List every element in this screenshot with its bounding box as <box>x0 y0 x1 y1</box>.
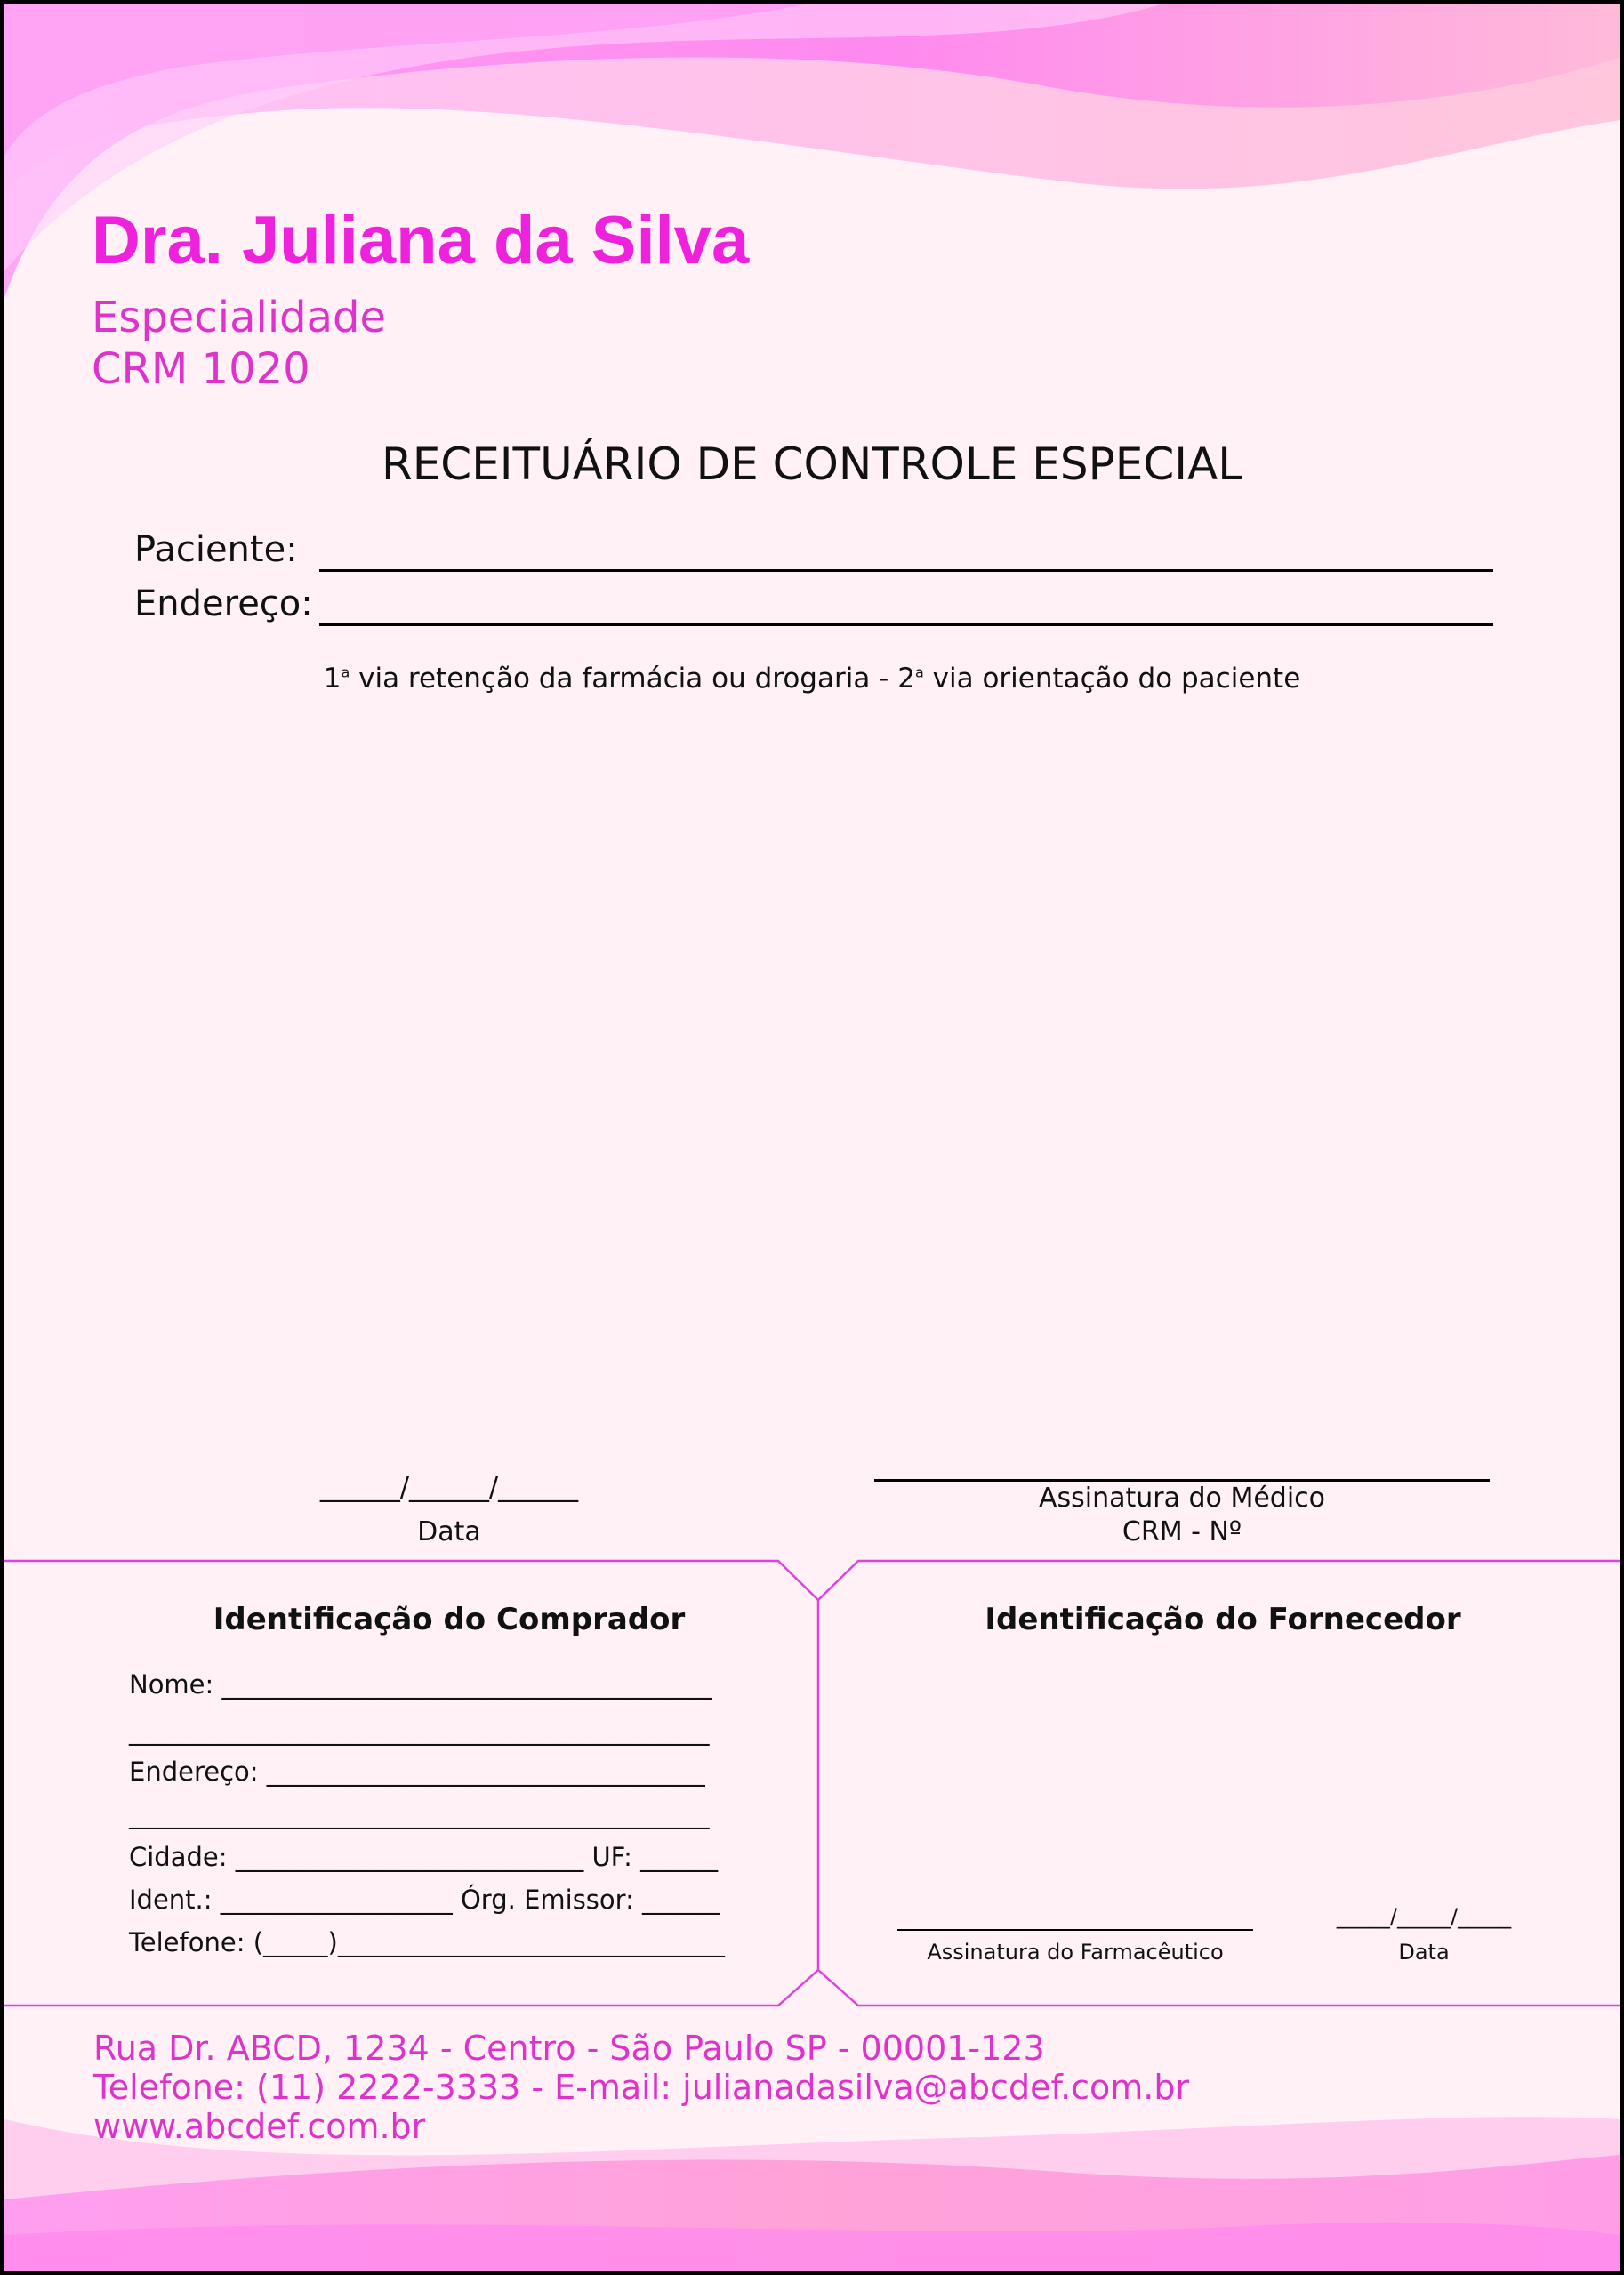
prescription-date-label: Data <box>417 1516 481 1547</box>
first-copy-ordinal: a <box>341 663 350 681</box>
footer-contact: Telefone: (11) 2222-3333 - E-mail: julianadasilva@abcdef.com.br <box>93 2068 1190 2107</box>
footer-address: Rua Dr. ABCD, 1234 - Centro - São Paulo SP - 00001-123 <box>93 2029 1045 2068</box>
footer-website[interactable]: www.abcdef.com.br <box>93 2107 426 2146</box>
buyer-city-uf-field[interactable]: Cidade: ___________________________ UF: ______ <box>129 1842 719 1872</box>
patient-field-line[interactable] <box>319 569 1493 572</box>
first-copy-text: via retenção da farmácia ou drogaria - <box>350 663 898 695</box>
first-copy-number: 1 <box>323 663 342 695</box>
second-copy-ordinal: a <box>914 663 924 681</box>
pharmacist-signature-line[interactable] <box>897 1929 1253 1931</box>
address-label: Endereço: <box>134 583 313 624</box>
supplier-date-label: Data <box>1398 1940 1450 1965</box>
doctor-signature-label: Assinatura do Médico <box>1038 1483 1326 1514</box>
doctor-signature-line[interactable] <box>874 1479 1490 1482</box>
doctor-specialty: Especialidade <box>92 293 387 342</box>
buyer-phone-field[interactable]: Telefone: (_____)______________________________ <box>129 1927 725 1957</box>
buyer-ident-field[interactable]: Ident.: __________________ Órg. Emissor: ______ <box>129 1885 720 1915</box>
buyer-name-field[interactable]: Nome: ______________________________________ <box>129 1669 712 1700</box>
buyer-address-field[interactable]: Endereço: __________________________________ <box>129 1756 705 1787</box>
address-field-line[interactable] <box>319 623 1493 626</box>
doctor-crm: CRM 1020 <box>92 344 310 394</box>
form-title: RECEITUÁRIO DE CONTROLE ESPECIAL <box>381 438 1243 490</box>
supplier-date-blanks[interactable]: _____/_____/_____ <box>1336 1904 1512 1929</box>
pharmacist-signature-label: Assinatura do Farmacêutico <box>927 1940 1224 1965</box>
buyer-address-field-continued[interactable]: _____________________________________________ <box>129 1799 710 1829</box>
second-copy-text: via orientação do paciente <box>923 663 1301 695</box>
copies-note <box>4 663 1620 695</box>
supplier-section-title: Identificação do Fornecedor <box>985 1602 1461 1637</box>
buyer-name-field-continued[interactable]: _____________________________________________ <box>129 1716 710 1746</box>
doctor-crm-label: CRM - Nº <box>1122 1516 1242 1547</box>
buyer-section-title: Identificação do Comprador <box>213 1602 686 1637</box>
doctor-name: Dra. Juliana da Silva <box>92 203 750 278</box>
patient-label: Paciente: <box>134 529 298 570</box>
prescription-date-blanks[interactable]: ______/______/______ <box>319 1472 579 1503</box>
second-copy-number: 2 <box>897 663 915 695</box>
